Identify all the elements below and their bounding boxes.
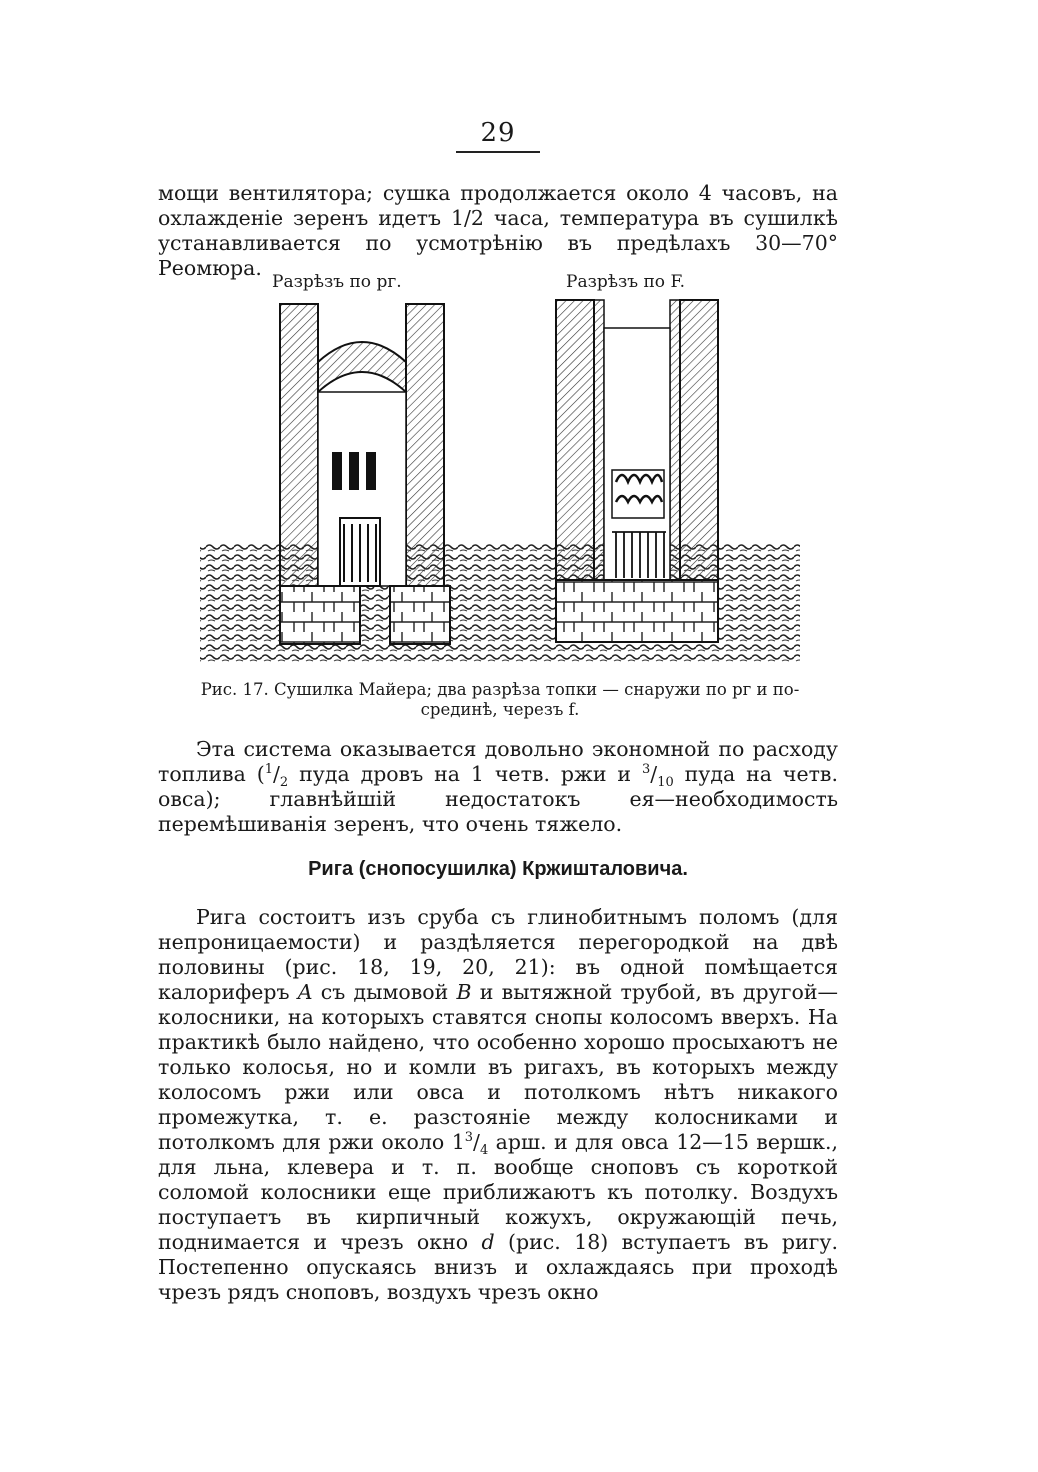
paragraph-economy-a: Эта система оказывается довольно экономной по расходу топлива (	[158, 737, 838, 786]
paragraph-economy-c: пуда дровъ на 1 четв. ржи и	[288, 762, 642, 786]
paragraph-riga-e: (рис. 18) вступаетъ въ ригу. Постепенно опускаясь внизъ и охлаждаясь при проходѣ чрезъ рядъ сноповъ, воздухъ чрезъ окно	[158, 1230, 838, 1304]
figure-label-left: Разрѣзъ по рг.	[272, 272, 402, 292]
fraction-numerator: 3	[641, 762, 651, 778]
paragraph-riga-b: съ дымовой	[312, 980, 457, 1004]
fraction-denominator: 10	[657, 775, 674, 791]
page-number: 29	[480, 118, 516, 148]
paragraph-riga-c: и вытяжной трубой, въ другой—колосники, на которыхъ ставятся снопы колосомъ вверхъ. На практикѣ было найдено, что особенно хорошо просыхаютъ не только колосья, но и комли въ ригахъ, въ которыхъ между колосомъ ржи или овса и потолкомъ нѣтъ никакого промежутка, т. е. разстояніе между колосниками и потолкомъ для ржи около 1	[158, 980, 838, 1154]
paragraph-riga: Рига состоитъ изъ сруба съ глинобитнымъ поломъ (для непроницаемости) и раздѣляется перегородкой на двѣ половины (рис. 18, 19, 20, 21): въ одной помѣщается калориферъ A съ дымовой B и вытяжной трубой, въ другой—колосники, на которыхъ ставятся снопы колосомъ вверхъ. На практикѣ было найдено, что особенно хорошо просыхаютъ не только колосья, но и комли въ ригахъ, въ которыхъ между колосомъ ржи или овса и потолкомъ нѣтъ никакого промежутка, т. е. разстояніе между колосниками и потолкомъ для ржи около $1^3/_4$ арш. и для овса 12—15 вершк., для льна, клевера и т. п. вообще сноповъ съ короткой соломой колосники еще приближаютъ къ потолку. Воздухъ поступаетъ въ кирпичный кожухъ, окружающій печь, поднимается и чрезъ окно d (рис. 18) вступаетъ въ ригу. Постепенно опускаясь внизъ и охлаждаясь при проходѣ чрезъ рядъ сноповъ, воздухъ чрезъ окно	[158, 905, 839, 1304]
paragraph-economy: Эта система оказывается довольно экономной по расходу топлива ($^1/_2$ пуда дровъ на 1 четв. ржи и $^3/_{10}$ пуда на четв. овса); главнѣйшій недостатокъ ея—необходимость перемѣшиванія зеренъ, что очень тяжело.	[158, 737, 838, 836]
paragraph-ventilator: мощи вентилятора; сушка продолжается около 4 часовъ, на охлажденіе зеренъ идетъ 1/2 часа, температура въ сушилкѣ устанавливается по усмотрѣнію въ предѣлахъ 30—70° Реомюра.	[158, 181, 838, 280]
paragraph-economy-e: пуда на четв. овса); главнѣйшій недостатокъ ея—необходимость перемѣшиванія зеренъ, что очень тяжело.	[158, 762, 838, 836]
fraction-numerator: 3	[464, 1130, 474, 1146]
paragraph-riga-d: арш. и для овса 12—15 вершк., для льна, клевера и т. п. вообще сноповъ съ короткой соломой колосники еще приближаютъ къ потолку. Воздухъ поступаетъ въ кирпичный кожухъ, окружающій печь, поднимается и чрезъ окно	[158, 1130, 839, 1254]
fraction-denominator: 4	[479, 1143, 489, 1159]
paragraph-riga-a: Рига состоитъ изъ сруба съ глинобитнымъ поломъ (для непроницаемости) и раздѣляется перегородкой на двѣ половины (рис. 18, 19, 20, 21): въ одной помѣщается калориферъ	[158, 905, 838, 1004]
symbol-b: B	[456, 980, 472, 1004]
fraction-numerator: 1	[264, 762, 273, 778]
fraction-denominator: 2	[279, 775, 289, 791]
figure-label-right: Разрѣзъ по F.	[566, 272, 685, 292]
figure-caption-line1: Рис. 17. Сушилка Майера; два разрѣза топки — снаружи по рг и по-	[200, 680, 800, 699]
figure-dryer-sections	[150, 292, 850, 672]
symbol-a: A	[297, 980, 313, 1004]
right-section	[556, 300, 718, 642]
page-number-rule	[456, 151, 540, 153]
section-title: Рига (снопосушилка) Кржишталовича.	[308, 858, 688, 880]
symbol-d: d	[481, 1230, 495, 1254]
figure-caption-line2: срединѣ, черезъ f.	[420, 700, 580, 719]
figure-caption	[170, 680, 830, 720]
